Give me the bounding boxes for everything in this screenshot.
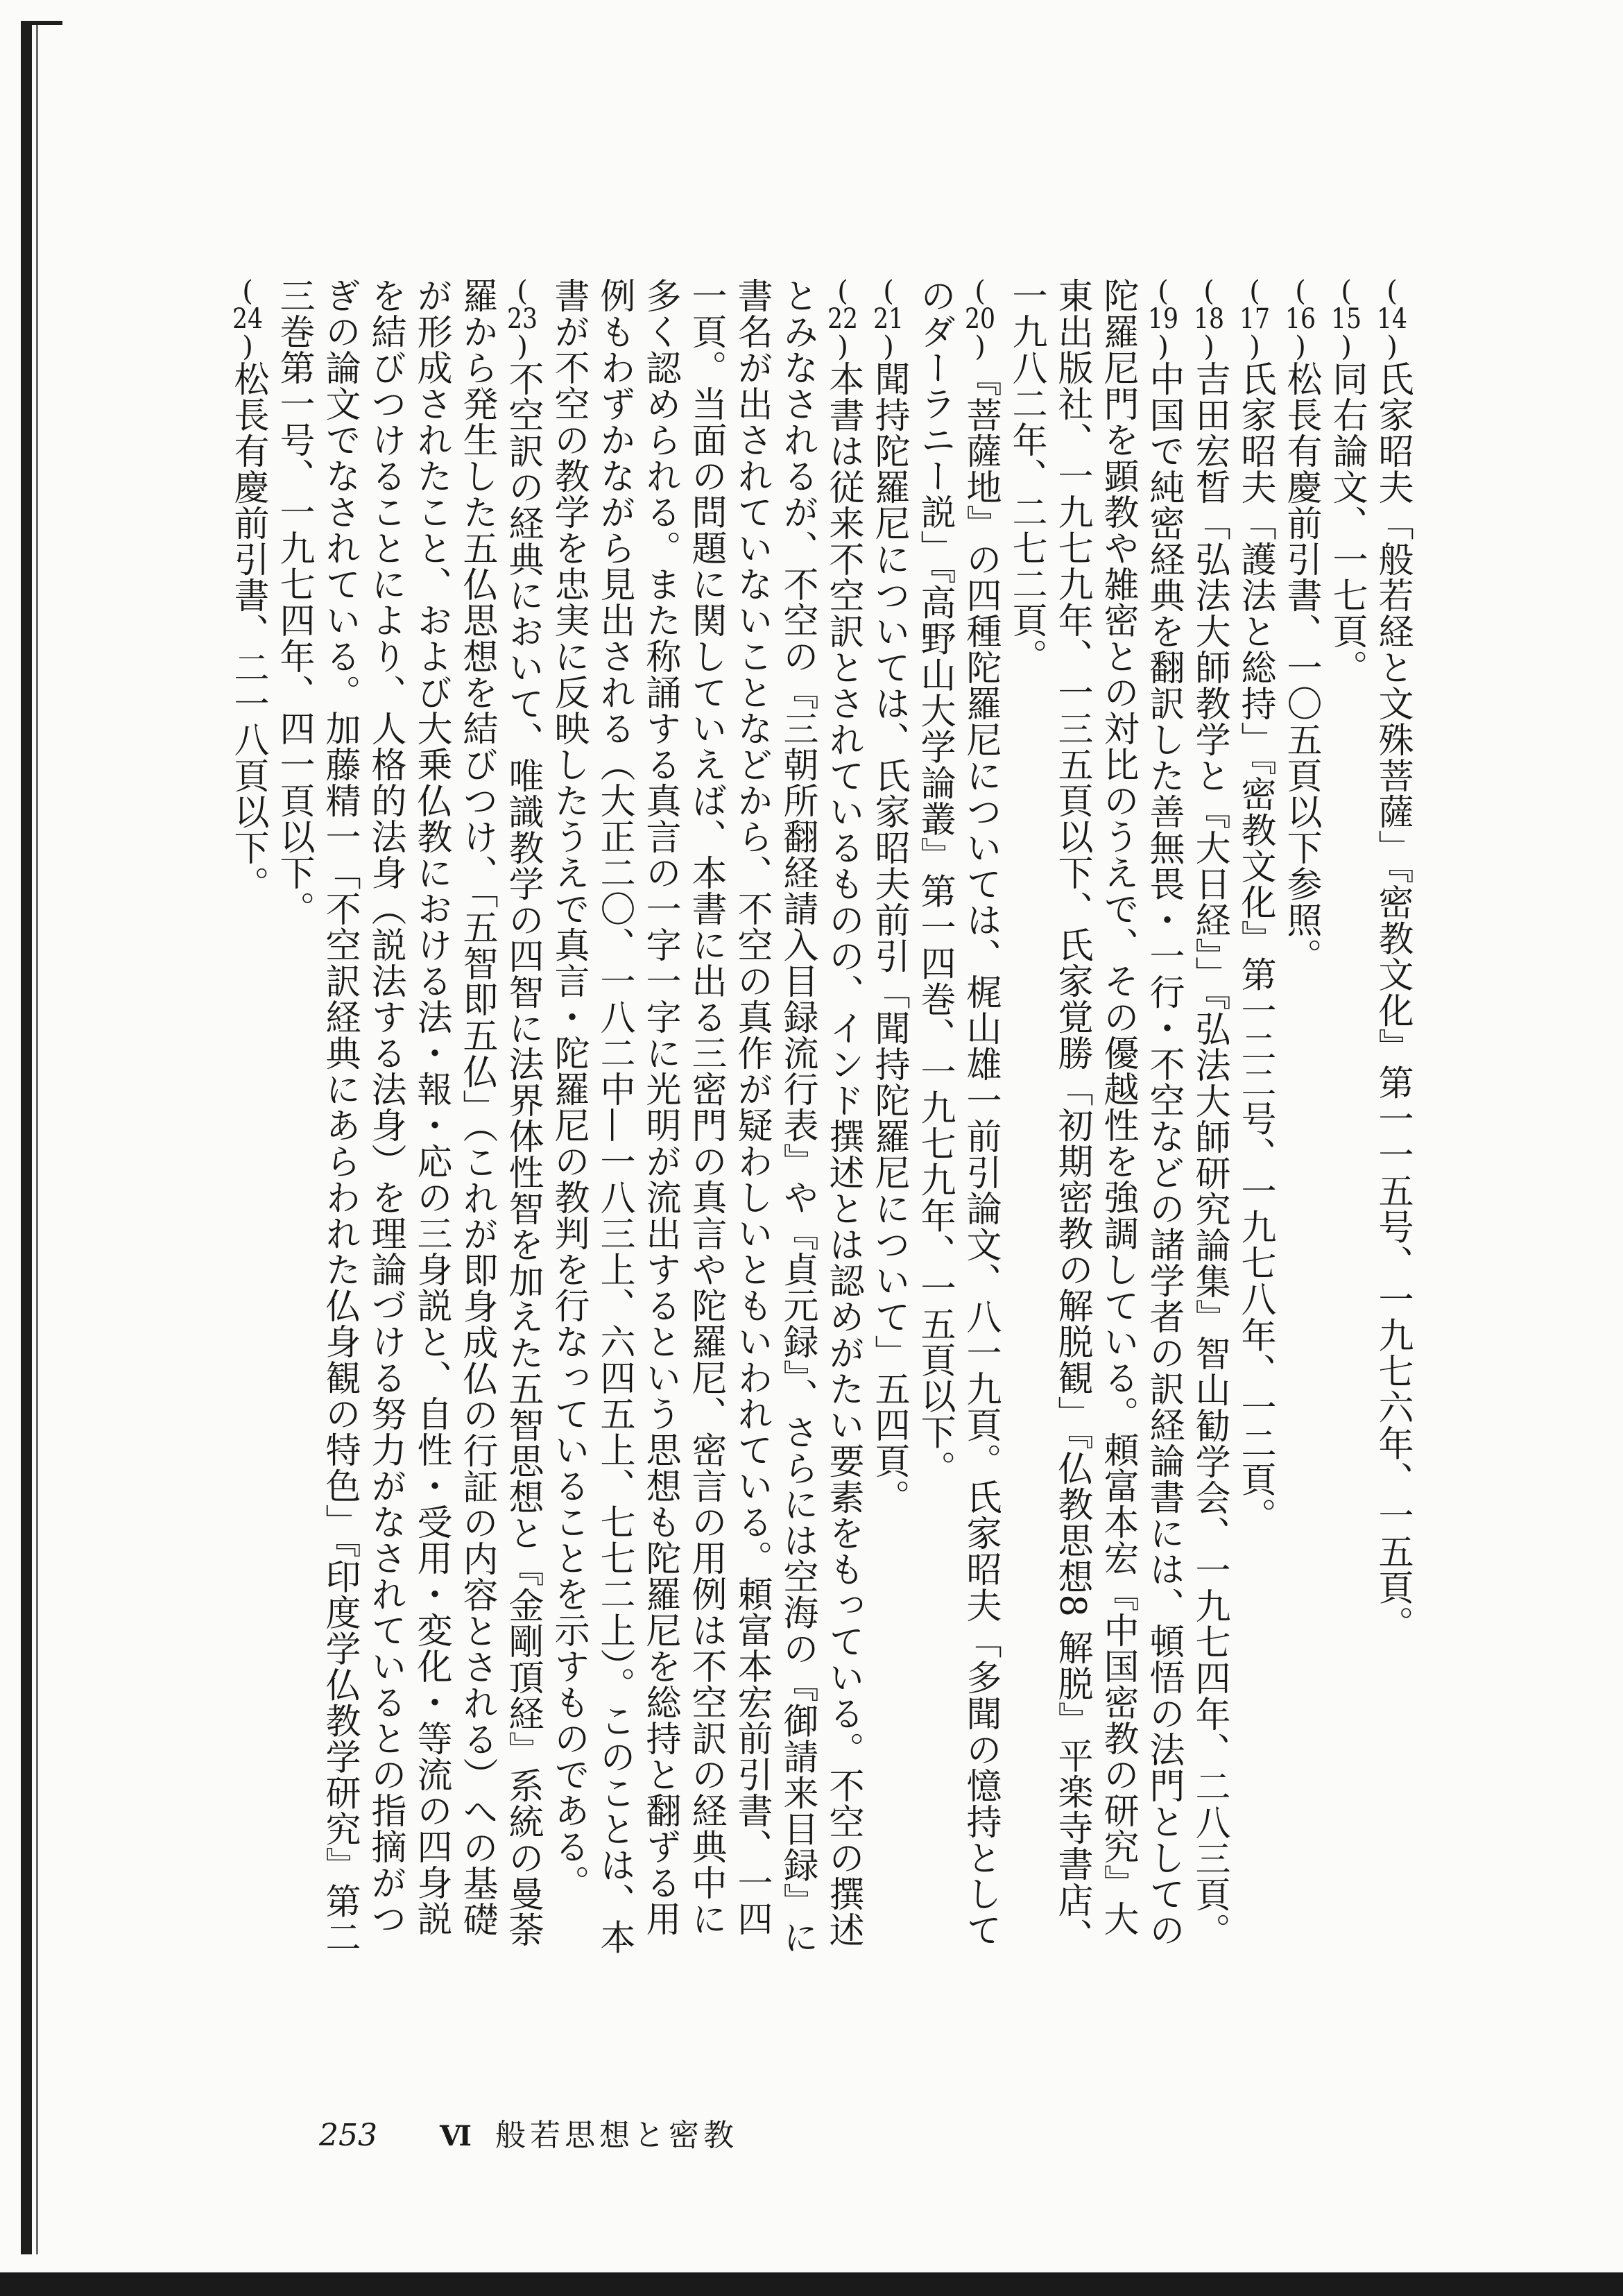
chapter-number: Ⅵ bbox=[439, 2120, 472, 2152]
note-number: (16) bbox=[1285, 277, 1316, 361]
note-text: 不空訳の経典において、唯識教学の四智に法界体性智を加えた五智思想と『金剛頂経』系統の曼荼羅から発生した五仏思想を結びつけ、「五智即五仏」（これが即身成仏の行証の内容とされる）への基礎が形成されたこと、および大乗仏教における法・報・応の三身説と、自性・受用・変化・等流の四身説を結びつけることにより、人格的法身（説法する法身）を理論づける努力がなされているとの指摘がつぎの論文でなされている。加藤精一「不空訳経典にあらわれた仏身観の特色」『印度学仏教学研究』第二三巻第一号、一九七四年、四一頁以下。 bbox=[273, 277, 543, 1955]
running-footer bbox=[319, 2110, 738, 2152]
running-title: 般若思想と密教 bbox=[495, 2118, 738, 2153]
endnote-20 bbox=[911, 277, 1003, 1970]
endnote-17 bbox=[1232, 277, 1278, 1970]
endnote-14 bbox=[1369, 277, 1415, 1970]
endnote-19 bbox=[1003, 277, 1186, 1970]
note-number: (22) bbox=[827, 277, 858, 361]
endnotes-column bbox=[55, 277, 1415, 1970]
note-number: (19) bbox=[1148, 277, 1178, 361]
note-text: 中国で純密経典を翻訳した善無畏・一行・不空などの諸学者の訳経論書には、頓悟の法門としての陀羅尼門を顕教や雑密との対比のうえで、その優越性を強調している。頼富本宏『中国密教の研究』大東出版社、一九七九年、一三五頁以下、氏家覚勝「初期密教の解脱観」『仏教思想8 解脱』平楽寺書店、一九八二年、二七二頁。 bbox=[1006, 277, 1184, 1955]
endnote-16 bbox=[1278, 277, 1323, 1970]
binding-edge-bar bbox=[21, 21, 32, 2254]
note-number: (24) bbox=[232, 277, 263, 361]
note-text: 氏家昭夫「護法と総持」『密教文化』第一二二号、一九七八年、一二頁。 bbox=[1235, 361, 1276, 1534]
endnote-18 bbox=[1186, 277, 1232, 1970]
note-text: 氏家昭夫「般若経と文殊菩薩」『密教文化』第一一五号、一九七六年、一五頁。 bbox=[1372, 361, 1413, 1642]
note-number: (20) bbox=[965, 277, 995, 361]
binding-edge-line bbox=[36, 21, 38, 2254]
note-text: 聞持陀羅尼については、氏家昭夫前引「聞持陀羅尼について」五四頁。 bbox=[868, 361, 909, 1515]
scan-corner-mark bbox=[21, 21, 62, 25]
note-number: (17) bbox=[1239, 277, 1270, 361]
note-text: 本書は従来不空訳とされているものの、インド撰述とは認めがたい要素をもっている。不空の撰述とみなされるが、不空の『三朝所翻経請入目録流行表』や『貞元録』、さらには空海の『御請来目録』に書名が出されていないことなどから、不空の真作が疑わしいともいわれている。頼富本宏前引書、一四一頁。当面の問題に関していえば、本書に出る三密門の真言や陀羅尼、密言の用例は不空訳の経典中に多く認められる。また称誦する真言の一字一字に光明が流出するという思想も陀羅尼を総持と翻ずる用例もわずかながら見出される（大正二〇、一八二中—一八三上、六四五上、七七二上）。このことは、本書が不空の教学を忠実に反映したうえで真言・陀羅尼の教判を行なっていることを示すものである。 bbox=[548, 277, 864, 1955]
note-text: 『菩薩地』の四種陀羅尼については、梶山雄一前引論文、八一九頁。氏家昭夫「多聞の憶持としてのダーラニー説」『高野山大学論叢』第一四巻、一九七九年、一五頁以下。 bbox=[914, 277, 1001, 1948]
scan-bottom-edge bbox=[0, 2272, 1623, 2296]
note-number: (23) bbox=[507, 277, 538, 361]
note-number: (14) bbox=[1377, 277, 1407, 361]
note-number: (21) bbox=[873, 277, 904, 361]
page-number: 253 bbox=[319, 2118, 377, 2153]
endnote-22 bbox=[545, 277, 866, 1970]
endnote-21 bbox=[866, 277, 911, 1970]
endnote-23 bbox=[270, 277, 545, 1970]
note-text: 松長有慶前引書、一〇五頁以下参照。 bbox=[1280, 361, 1321, 974]
endnote-15 bbox=[1323, 277, 1369, 1970]
note-text: 吉田宏晳「弘法大師教学と『大日経』」『弘法大師研究論集』智山勧学会、一九七四年、二八三頁。 bbox=[1189, 361, 1230, 1948]
note-text: 松長有慶前引書、二一八頁以下。 bbox=[227, 361, 268, 902]
note-number: (15) bbox=[1331, 277, 1362, 361]
endnote-24 bbox=[225, 277, 270, 1970]
note-number: (18) bbox=[1194, 277, 1224, 361]
note-text: 同右論文、一七頁。 bbox=[1326, 361, 1367, 685]
